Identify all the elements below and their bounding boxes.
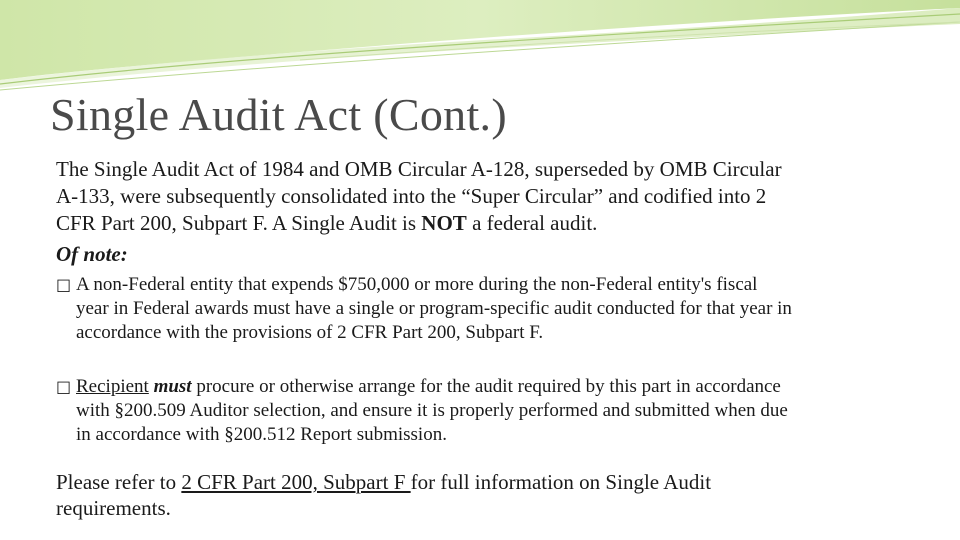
- closing-text: for full information on Single Audit: [410, 470, 712, 494]
- bullet-item: [56, 273, 916, 345]
- intro-text: CFR Part 200, Subpart F. A Single Audit is: [56, 211, 422, 235]
- intro-line: [56, 210, 916, 237]
- emphasis-must: must: [153, 376, 192, 397]
- recipient-term: Recipient: [76, 376, 149, 397]
- header-swoosh-decoration: [0, 0, 960, 100]
- emphasis-not: NOT: [421, 211, 467, 235]
- bullet-text: procure or otherwise arrange for the audit required by this part in accordance: [196, 376, 781, 397]
- intro-line: A-133, were subsequently consolidated into the “Super Circular” and codified into 2: [56, 184, 767, 208]
- bullet-line: [56, 375, 916, 399]
- intro-line: The Single Audit Act of 1984 and OMB Circular A-128, superseded by OMB Circular: [56, 157, 782, 181]
- intro-paragraph: [56, 156, 916, 237]
- checkbox-bullet-icon: □: [56, 275, 72, 294]
- bullet-line: year in Federal awards must have a single or program-specific audit conducted for that year in: [76, 298, 792, 319]
- note-label: Of note:: [56, 242, 128, 266]
- bullet-line: accordance with the provisions of 2 CFR Part 200, Subpart F.: [76, 322, 544, 343]
- bullet-line: in accordance with §200.512 Report submission.: [76, 424, 447, 445]
- closing-text: Please refer to: [56, 470, 182, 494]
- intro-text: a federal audit.: [466, 211, 598, 235]
- closing-line: requirements.: [56, 496, 171, 520]
- closing-paragraph: [56, 469, 916, 521]
- bullet-text: A non-Federal entity that expends $750,000 or more during the non-Federal entity's fiscal: [76, 274, 758, 295]
- closing-line: [56, 469, 916, 495]
- bullet-line: with §200.509 Auditor selection, and ensure it is properly performed and submitted when due: [76, 400, 788, 421]
- slide-title: Single Audit Act (Cont.): [50, 89, 507, 140]
- bullet-item: [56, 375, 916, 447]
- cfr-subpart-f-link[interactable]: 2 CFR Part 200, Subpart F: [181, 470, 411, 494]
- bullet-line: [56, 273, 916, 297]
- checkbox-bullet-icon: □: [56, 377, 72, 396]
